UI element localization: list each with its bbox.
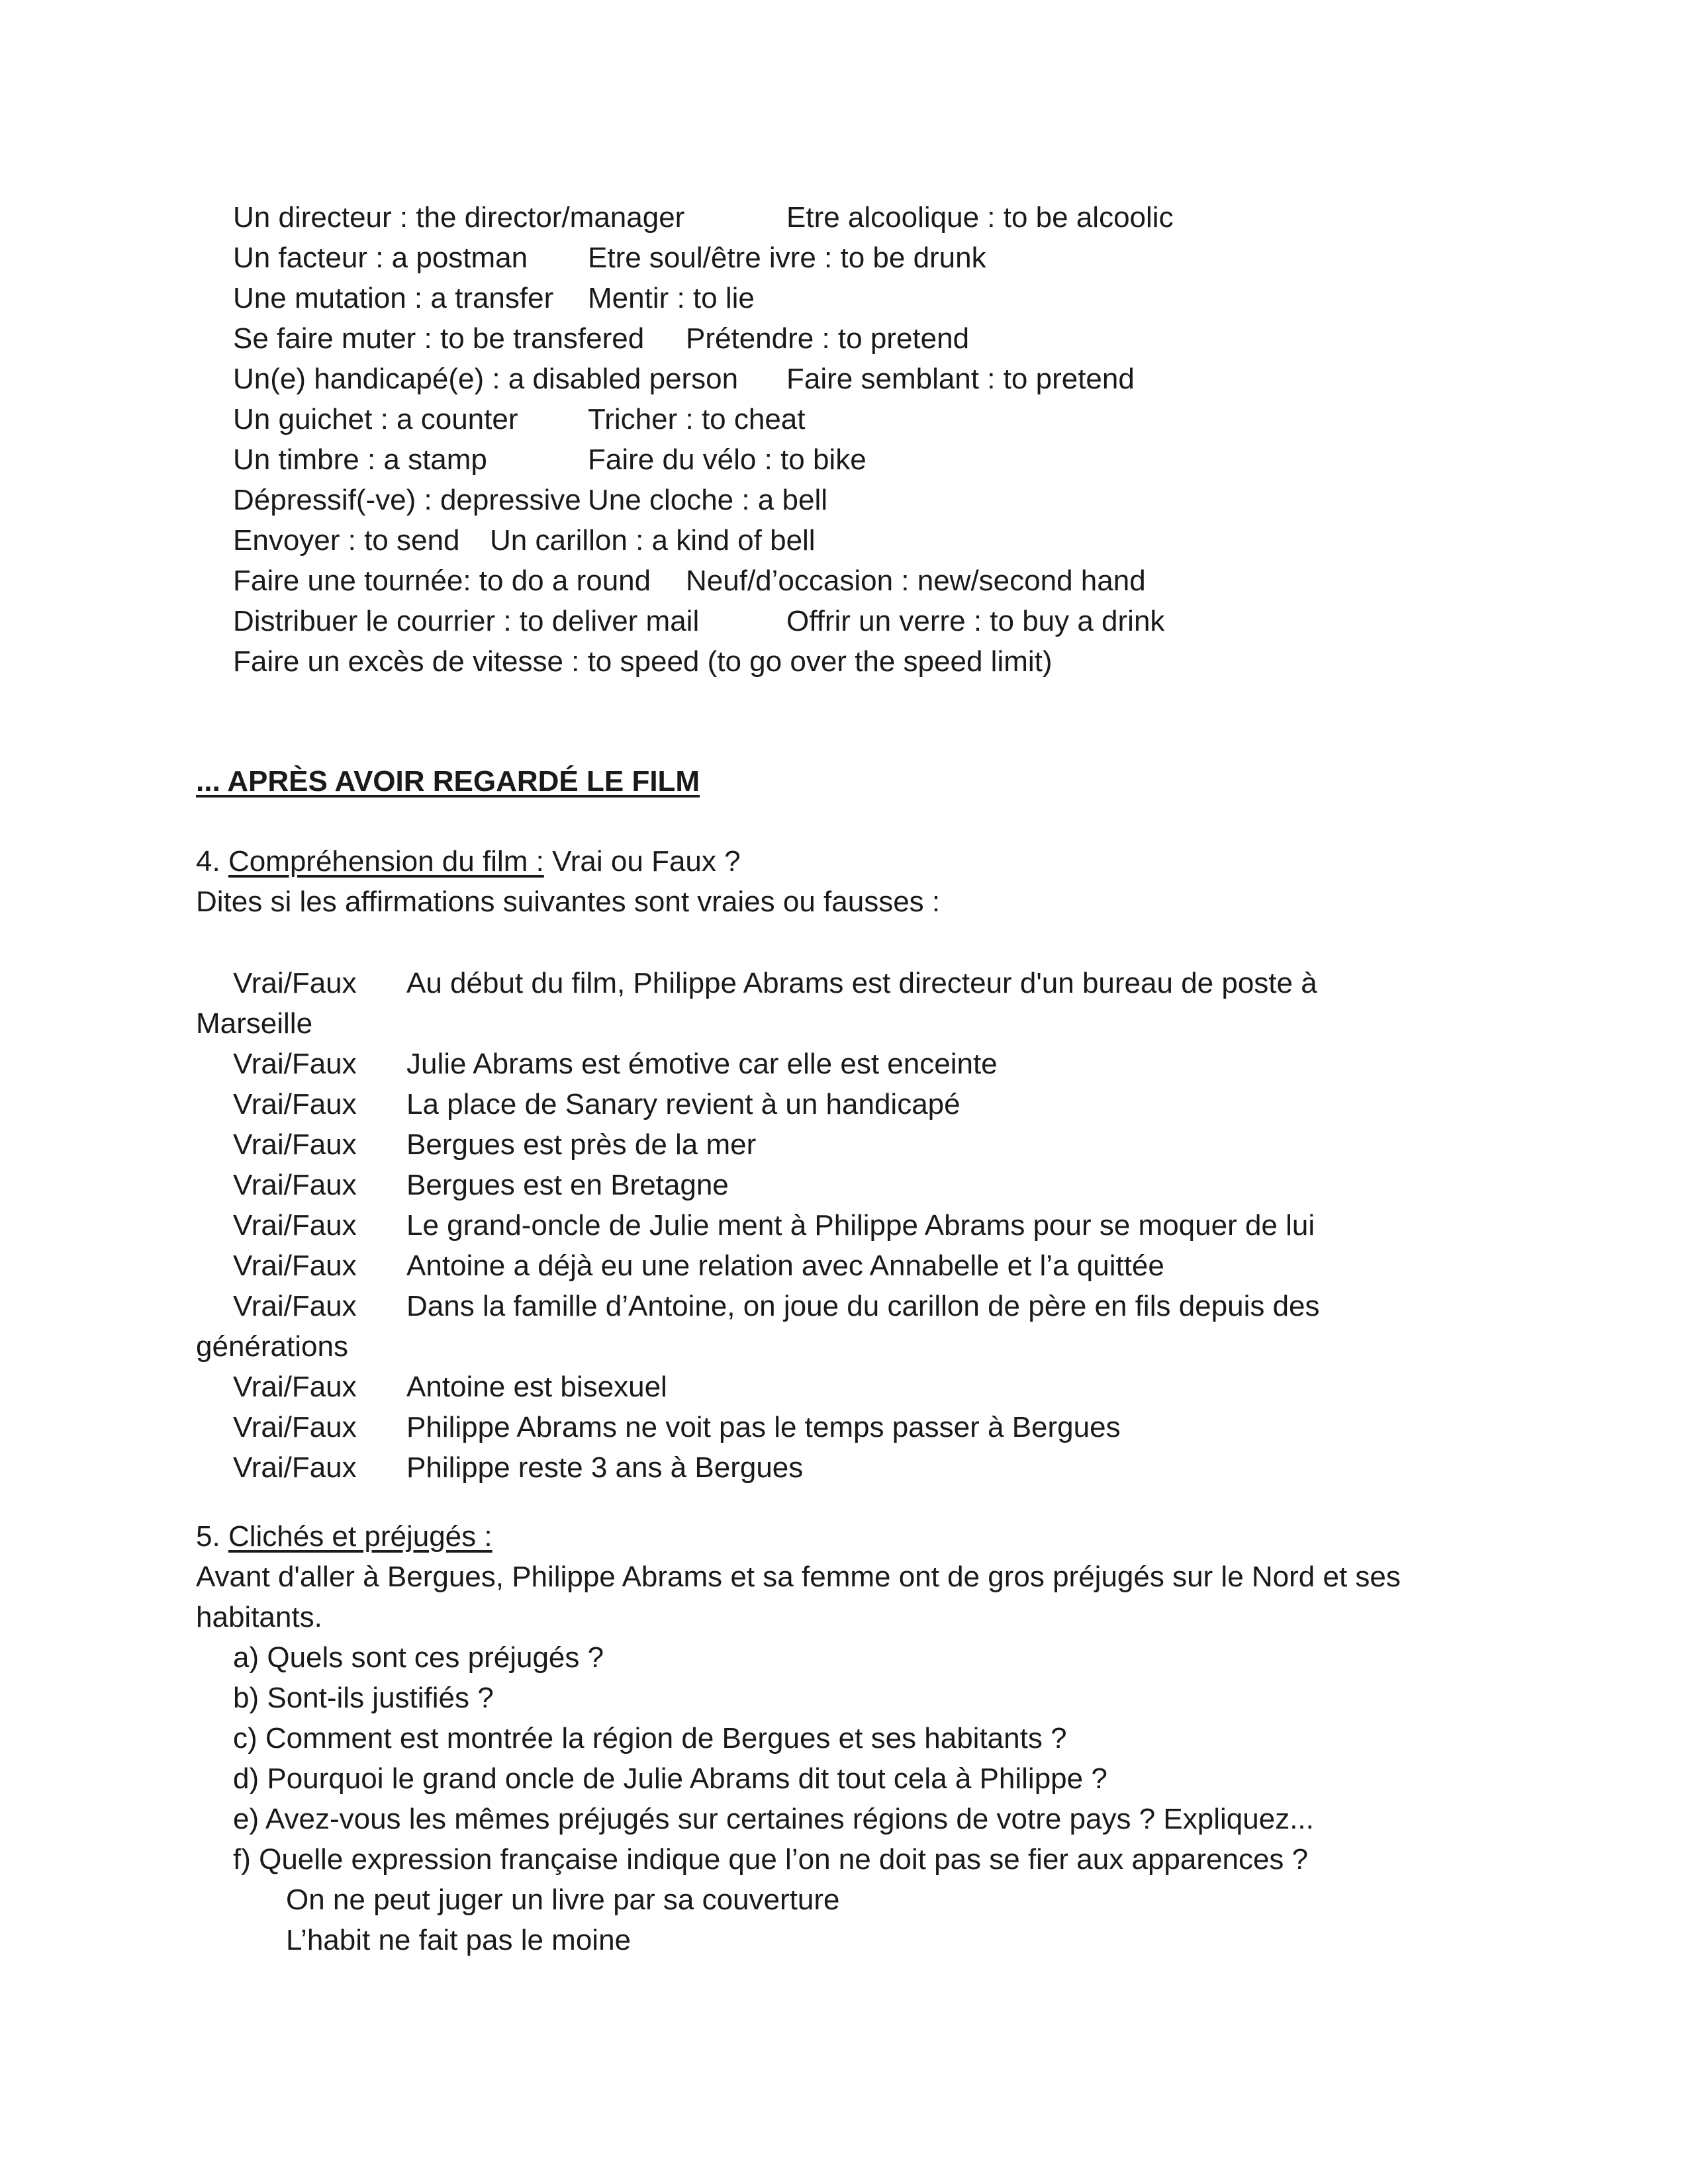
vocab-entry: Offrir un verre : to buy a drink — [786, 605, 1165, 637]
question-number: 4. — [196, 845, 220, 878]
question-topic: Compréhension du film : — [228, 845, 544, 878]
vocab-entry: Un directeur : the director/manager — [233, 201, 685, 234]
vocab-entry: Une mutation : a transfer — [233, 282, 554, 314]
question-5-intro-continuation: habitants. — [196, 1601, 322, 1633]
question-number: 5. — [196, 1520, 220, 1553]
true-false-choice[interactable]: Vrai/Faux — [233, 1088, 357, 1120]
vocab-entry: Distribuer le courrier : to deliver mail — [233, 605, 700, 637]
question-5-title — [196, 1516, 492, 1557]
vocab-entry: Faire semblant : to pretend — [786, 363, 1135, 395]
true-false-choice[interactable]: Vrai/Faux — [233, 1451, 357, 1484]
vocab-entry: Neuf/d’occasion : new/second hand — [686, 565, 1146, 597]
statement: Dans la famille d’Antoine, on joue du carillon de père en fils depuis des — [406, 1290, 1320, 1322]
section-heading: ... APRÈS AVOIR REGARDÉ LE FILM — [196, 765, 700, 797]
vocab-entry: Un(e) handicapé(e) : a disabled person — [233, 363, 739, 395]
sub-question: a) Quels sont ces préjugés ? — [233, 1641, 604, 1674]
sub-question: c) Comment est montrée la région de Bergues et ses habitants ? — [233, 1722, 1067, 1754]
vocab-entry: Se faire muter : to be transfered — [233, 322, 645, 355]
sub-question: b) Sont-ils justifiés ? — [233, 1682, 494, 1714]
question-topic: Clichés et préjugés : — [228, 1520, 492, 1553]
vocab-entry: Prétendre : to pretend — [686, 322, 970, 355]
statement: Antoine est bisexuel — [406, 1371, 667, 1403]
vocab-entry: Tricher : to cheat — [588, 403, 806, 435]
question-4-title — [196, 841, 741, 882]
vocab-entry: Un guichet : a counter — [233, 403, 518, 435]
vocab-entry: Dépressif(-ve) : depressive — [233, 484, 581, 516]
vocab-entry: Faire du vélo : to bike — [588, 443, 867, 476]
vocab-entry: Faire un excès de vitesse : to speed (to go over the speed limit) — [233, 645, 1053, 678]
true-false-choice[interactable]: Vrai/Faux — [233, 1411, 357, 1443]
true-false-choice[interactable]: Vrai/Faux — [233, 1371, 357, 1403]
statement: Philippe Abrams ne voit pas le temps passer à Bergues — [406, 1411, 1121, 1443]
statement: Philippe reste 3 ans à Bergues — [406, 1451, 804, 1484]
vocab-entry: Mentir : to lie — [588, 282, 755, 314]
sub-question: e) Avez-vous les mêmes préjugés sur certaines régions de votre pays ? Expliquez... — [233, 1803, 1314, 1835]
true-false-choice[interactable]: Vrai/Faux — [233, 1250, 357, 1282]
true-false-choice[interactable]: Vrai/Faux — [233, 1290, 357, 1322]
true-false-choice[interactable]: Vrai/Faux — [233, 1209, 357, 1242]
vocab-entry: Envoyer : to send — [233, 524, 460, 557]
statement: Bergues est en Bretagne — [406, 1169, 729, 1201]
true-false-choice[interactable]: Vrai/Faux — [233, 1169, 357, 1201]
true-false-choice[interactable]: Vrai/Faux — [233, 1048, 357, 1080]
question-5-intro: Avant d'aller à Bergues, Philippe Abrams et sa femme ont de gros préjugés sur le Nord et ses — [196, 1561, 1401, 1593]
vocab-entry: Un carillon : a kind of bell — [490, 524, 816, 557]
true-false-choice[interactable]: Vrai/Faux — [233, 1128, 357, 1161]
vocab-entry: Une cloche : a bell — [588, 484, 827, 516]
vocab-entry: Un timbre : a stamp — [233, 443, 487, 476]
expression-option: L’habit ne fait pas le moine — [286, 1924, 632, 1956]
statement: La place de Sanary revient à un handicapé — [406, 1088, 961, 1120]
sub-question: f) Quelle expression française indique que l’on ne doit pas se fier aux apparences ? — [233, 1843, 1309, 1876]
vocab-entry: Un facteur : a postman — [233, 242, 528, 274]
statement-continuation: Marseille — [196, 1007, 313, 1040]
statement: Le grand-oncle de Julie ment à Philippe Abrams pour se moquer de lui — [406, 1209, 1315, 1242]
question-subtitle: Vrai ou Faux ? — [552, 845, 741, 878]
statement: Julie Abrams est émotive car elle est enceinte — [406, 1048, 998, 1080]
true-false-choice[interactable]: Vrai/Faux — [233, 967, 357, 999]
sub-question: d) Pourquoi le grand oncle de Julie Abrams dit tout cela à Philippe ? — [233, 1762, 1107, 1795]
question-4-instruction: Dites si les affirmations suivantes sont vraies ou fausses : — [196, 886, 941, 918]
statement: Antoine a déjà eu une relation avec Annabelle et l’a quittée — [406, 1250, 1164, 1282]
statement-continuation: générations — [196, 1330, 348, 1363]
expression-option: On ne peut juger un livre par sa couverture — [286, 1884, 840, 1916]
statement: Bergues est près de la mer — [406, 1128, 757, 1161]
vocab-entry: Etre alcoolique : to be alcoolic — [786, 201, 1174, 234]
vocab-entry: Faire une tournée: to do a round — [233, 565, 651, 597]
vocab-entry: Etre soul/être ivre : to be drunk — [588, 242, 986, 274]
statement: Au début du film, Philippe Abrams est directeur d'un bureau de poste à — [406, 967, 1317, 999]
